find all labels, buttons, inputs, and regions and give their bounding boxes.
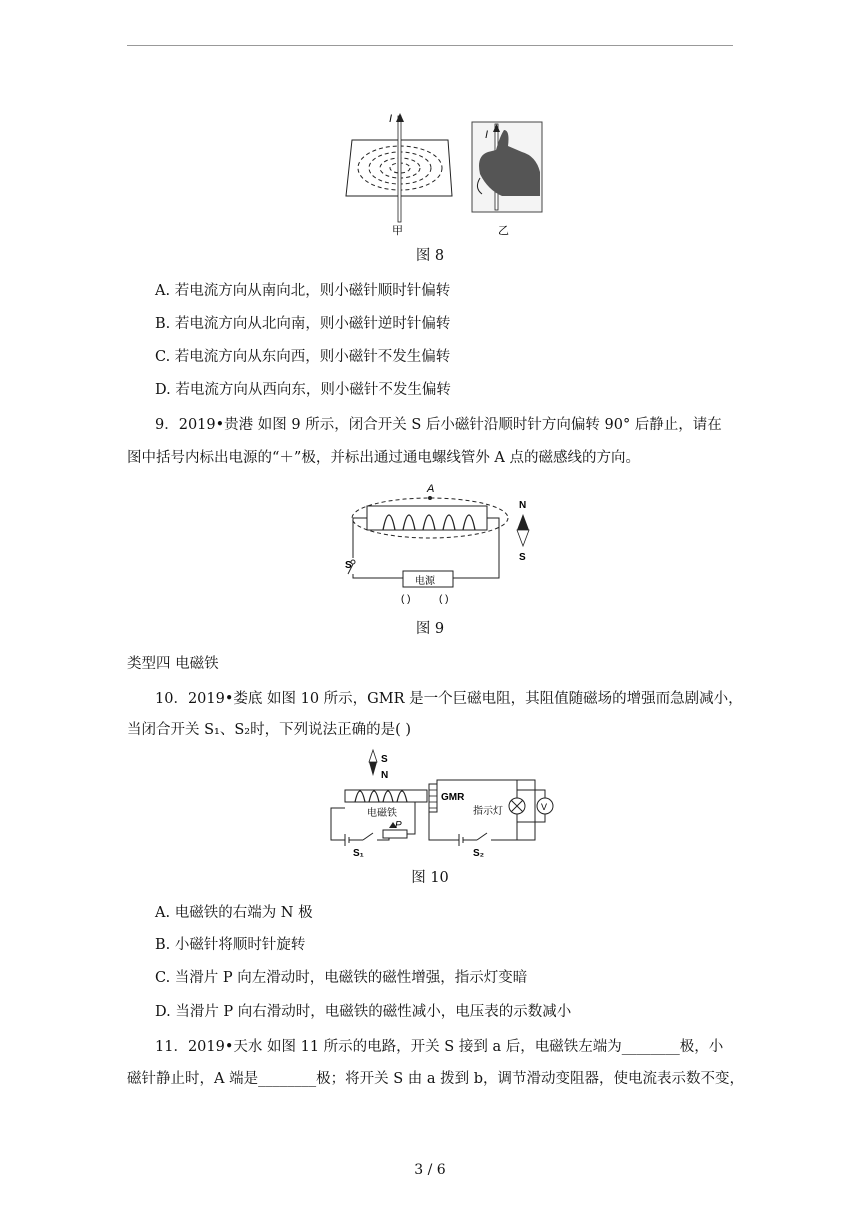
fig8-caption: 图 8 <box>415 248 445 264</box>
q8-option-a: A. 若电流方向从南向北，则小磁针顺时针偏转 <box>155 283 451 299</box>
fig10-north-label: N <box>381 770 389 781</box>
fig10-magnet-label: 电磁铁 <box>367 808 397 819</box>
figure-9 <box>345 478 545 608</box>
q10-line2: 当闭合开关 S₁、S₂时，下列说法正确的是( ) <box>127 722 412 738</box>
fig10-lamp-label: 指示灯 <box>473 806 503 817</box>
q9-line1: 9．2019•贵港 如图 9 所示，闭合开关 S 后小磁针沿顺时针方向偏转 90° 后静止，请在 <box>155 417 722 433</box>
q10-option-a: A. 电磁铁的右端为 N 极 <box>155 905 313 921</box>
fig9-point-a: A <box>427 483 435 495</box>
q11-line1: 11．2019•天水 如图 11 所示的电路，开关 S 接到 a 后，电磁铁左端为________极，小 <box>155 1039 724 1055</box>
figure-8 <box>330 108 550 238</box>
fig10-switch1-label: S₁ <box>353 848 364 859</box>
q10-line1: 10．2019•娄底 如图 10 所示，GMR 是一个巨磁电阻，其阻值随磁场的增强而急剧减小， <box>155 691 743 707</box>
figure-10 <box>325 748 555 860</box>
q9-line2: 图中括号内标出电源的“＋”极，并标出通过通电螺线管外 A 点的磁感线的方向。 <box>127 450 641 466</box>
fig8-hand-current-label: I <box>485 129 489 141</box>
fig9-bracket-right: ( ) <box>439 594 449 605</box>
fig10-gmr-label: GMR <box>441 792 465 803</box>
fig9-bracket-left: ( ) <box>401 594 411 605</box>
fig10-voltmeter-label: V <box>541 802 548 812</box>
fig10-slider-label: P <box>395 820 402 831</box>
q10-option-b: B. 小磁针将顺时针旋转 <box>155 937 306 953</box>
fig8-right-label: 乙 <box>498 225 509 237</box>
fig10-caption: 图 10 <box>411 870 449 886</box>
fig8-left-label: 甲 <box>392 225 403 237</box>
q8-option-b: B. 若电流方向从北向南，则小磁针逆时针偏转 <box>155 316 451 332</box>
fig9-caption: 图 9 <box>415 621 445 637</box>
q8-option-d: D. 若电流方向从西向东，则小磁针不发生偏转 <box>155 382 451 398</box>
fig10-switch2-label: S₂ <box>473 848 485 859</box>
q10-option-d: D. 当滑片 P 向右滑动时，电磁铁的磁性减小，电压表的示数减小 <box>155 1004 572 1020</box>
fig9-south-label: S <box>519 552 526 563</box>
fig8-current-label: I <box>389 113 393 125</box>
header-rule <box>127 45 733 46</box>
fig9-north-label: N <box>519 500 527 511</box>
page-number: 3 / 6 <box>414 1162 446 1178</box>
fig9-source-label: 电源 <box>415 576 435 587</box>
section-title: 类型四 电磁铁 <box>127 656 219 672</box>
fig10-south-label: S <box>381 754 388 765</box>
fig9-switch-label: S <box>345 560 352 571</box>
q10-option-c: C. 当滑片 P 向左滑动时，电磁铁的磁性增强，指示灯变暗 <box>155 970 528 986</box>
q11-line2: 磁针静止时，A 端是________极；将开关 S 由 a 拨到 b，调节滑动变阻器，使电流表示数不变， <box>127 1071 744 1087</box>
q8-option-c: C. 若电流方向从东向西，则小磁针不发生偏转 <box>155 349 451 365</box>
